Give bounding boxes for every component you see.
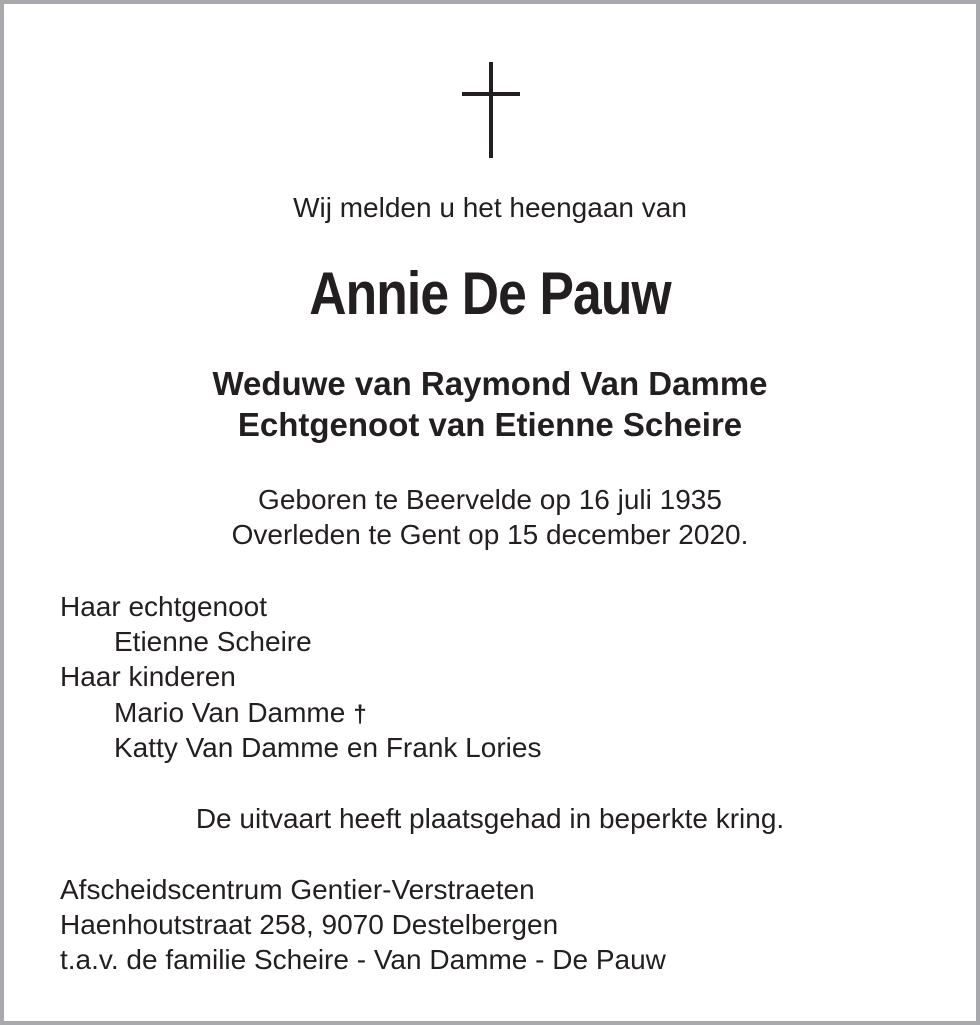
spouse-name: Etienne Scheire bbox=[114, 626, 312, 657]
relation-line-2: Echtgenoot van Etienne Scheire bbox=[237, 406, 743, 443]
spouse-heading: Haar echtgenoot bbox=[60, 591, 268, 622]
child-item bbox=[114, 695, 367, 733]
address-line-2: Haenhoutstraat 258, 9070 Destelbergen bbox=[60, 909, 559, 940]
deceased-cross-icon: † bbox=[353, 701, 367, 728]
child-item: Katty Van Damme en Frank Lories bbox=[114, 732, 542, 763]
children-heading: Haar kinderen bbox=[60, 661, 236, 692]
death-line: Overleden te Gent op 15 december 2020. bbox=[231, 519, 749, 550]
address-line-3: t.a.v. de familie Scheire - Van Damme - De Pauw bbox=[60, 944, 666, 975]
child-name: Mario Van Damme bbox=[114, 697, 346, 728]
address-line-1: Afscheidscentrum Gentier-Verstraeten bbox=[60, 874, 535, 905]
birth-line: Geboren te Beervelde op 16 juli 1935 bbox=[258, 484, 722, 515]
funeral-note: De uitvaart heeft plaatsgehad in beperkte kring. bbox=[195, 803, 785, 834]
relation-line-1: Weduwe van Raymond Van Damme bbox=[212, 365, 768, 402]
deceased-name: Annie De Pauw bbox=[309, 260, 671, 327]
intro-text: Wij melden u het heengaan van bbox=[293, 192, 687, 223]
latin-cross-icon bbox=[462, 62, 520, 158]
